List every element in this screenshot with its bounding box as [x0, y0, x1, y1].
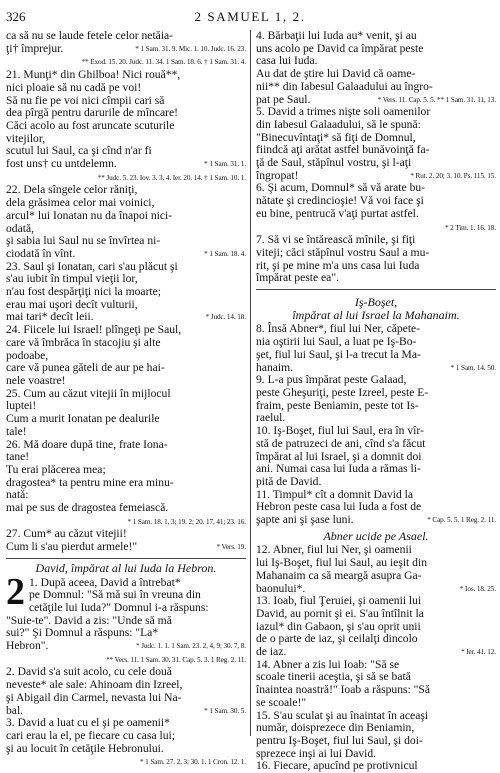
verse-text: 7. Să vi se întărească mînile, şi fiţi: [256, 233, 416, 247]
verse-text: uns acolo pe David ca împărat peste: [256, 41, 424, 55]
left-line: [6, 171, 246, 185]
right-a-line: [256, 208, 496, 221]
cross-reference: ** Judc. 5. 23. Iov. 3. 3, 4. Ier. 20. 14. † 1 Sam. 10. 1.: [97, 173, 246, 182]
verse-text: baonului*.: [256, 581, 306, 595]
verse-text: 5. David a trimes nişte soli oamenilor: [256, 105, 431, 119]
verse-text: scoale tinerii aceştia, şi să se bată: [256, 670, 411, 684]
verse-text: 15. S'au sculat şi au înaintat în aceaşi: [256, 708, 429, 722]
verse-text: sprezece inşi ai lui David.: [256, 746, 377, 760]
verse-text: 2. David s'a suit acolo, cu cele două: [6, 665, 172, 679]
verse-text: se scoale!": [256, 695, 307, 709]
cross-reference: * Ios. 18. 25.: [459, 584, 496, 593]
verse-text: Cum a murit Ionatan pe dealurile: [6, 412, 160, 426]
verse-text: 13. Ioab, fiul Ţeruiei, şi oamenii lui: [256, 594, 422, 608]
cross-reference: * Vers. 19.: [216, 543, 246, 552]
verse-text: 26. Mă doare după tine, frate Iona-: [6, 437, 168, 451]
verse-text: "Suie-te". David a zis: "Unde să mă: [6, 613, 172, 627]
right-verses-b: [256, 323, 496, 526]
verse-text: raelul.: [256, 411, 286, 425]
verse-text: pe Domnul: "Să mă sui în vreuna din: [29, 588, 201, 602]
right-c-line: [256, 760, 496, 773]
verse-text: s'au iubit în timpul vieţii lor,: [6, 272, 138, 286]
verse-text: dela grăsimea celor mai voinici,: [6, 196, 155, 210]
left-line: [6, 55, 246, 69]
verse-text: cari erau la el, pe fiecare cu casa lui;: [6, 728, 175, 742]
verse-text: 27. Cum* au căzut vitejii!: [6, 527, 127, 541]
right-a-line: [256, 272, 496, 285]
verse-text: lui Iş-Boşet, fiul lui Saul, au ieşit din: [256, 556, 427, 570]
cross-reference: * 1 Sam. 31. 9. Mic. 1. 10. Judc. 16. 23.: [135, 44, 246, 53]
verse-text: ţă de Saul, stăpînul vostru, şi l-aţi: [256, 156, 412, 170]
verse-text: nici ploaie să nu cadă pe voi!: [6, 80, 142, 94]
cross-reference: * Judc. 14. 18.: [205, 313, 246, 322]
verse-text: Au dat de ştire lui David că oame-: [256, 67, 416, 81]
verse-text: 12. Abner, fiul lui Ner, şi oamenii: [256, 543, 412, 557]
verse-text: tane!: [6, 450, 30, 464]
verse-text: dragostea* ta pentru mine era minu-: [6, 475, 174, 489]
verse-text: hanaim.: [256, 360, 294, 374]
right-c-line: [256, 633, 496, 646]
verse-text: rit, şi pe mine m'a uns casa lui Iuda: [256, 258, 420, 272]
verse-text: fost uns† cu untdelemn.: [6, 157, 117, 171]
chapter-2-verses: [6, 570, 246, 770]
verse-text: "Binecuvîntaţi* să fiţi de Domnul,: [256, 130, 416, 144]
verse-text: nia oştirii lui Saul, a luat pe Iş-Bo-: [256, 335, 417, 349]
left-line: [6, 515, 246, 529]
verse-text: arcul* lui Ionatan nu da înapoi nici-: [6, 208, 173, 222]
verse-text: care vă punea găteli de aur pe hai-: [6, 361, 165, 375]
verse-text: podoabe,: [6, 348, 49, 362]
verse-text: împărat peste ea".: [256, 271, 339, 285]
verse-text: 1. După aceea, David a întrebat*: [29, 575, 181, 589]
chapter-line: [6, 653, 246, 667]
verse-text: Hebron".: [6, 639, 49, 653]
cross-reference: * Rut. 2. 20; 3. 10. Ps. 115. 15.: [410, 171, 496, 180]
column-rule: [250, 30, 251, 736]
verse-text: şet, fiul lui Saul, şi l-a trecut la Ma-: [256, 347, 421, 361]
verse-text: de iaz.: [256, 645, 287, 659]
left-line: [6, 541, 246, 554]
cross-reference: ** Vers. 11. 1 Sam. 30. 31. Cap. 5. 3. 1 Reg. 2. 11.: [106, 655, 246, 664]
left-column: [6, 30, 246, 769]
verse-text: 4. Bărbaţii lui Iuda au* venit, şi au: [256, 29, 417, 42]
verse-text: nată:: [6, 488, 29, 502]
verse-text: nii** din Iabesul Galaadului au îngro-: [256, 79, 433, 93]
cross-reference: * 1 Sam. 18. 4.: [204, 249, 246, 258]
verse-text: îngropat!: [256, 168, 299, 182]
cross-reference: * 1 Sam. 18. 1, 3; 19. 2; 20. 17, 41; 23. 16.: [127, 517, 246, 526]
verse-text: ţi† împrejur.: [6, 41, 64, 55]
verse-text: peste Gheşuriţi, peste Izreel, peste E-: [256, 385, 429, 399]
verse-text: Să nu fie pe voi nici cîmpii cari să: [6, 93, 165, 107]
verse-text: număr, doisprezece din Beniamin,: [256, 721, 415, 735]
verse-text: şi au locuit în cetăţile Hebronului.: [6, 741, 164, 755]
verse-text: fraim, peste Beniamin, peste tot Is-: [256, 398, 419, 412]
verse-text: vitejilor,: [6, 131, 46, 145]
verse-text: 25. Cum au căzut vitejii în mijlocul: [6, 386, 171, 400]
verse-text: 23. Saul şi Ionatan, cari s'au plăcut şi: [6, 259, 178, 273]
cross-reference: * Ier. 41. 12.: [461, 648, 496, 657]
chapter-line: [6, 755, 246, 769]
verse-text: bal.: [6, 703, 24, 717]
verse-text: dea pîrgă pentru darurile de mîncare!: [6, 106, 178, 120]
verse-text: şi Abigail din Carmel, nevasta lui Na-: [6, 690, 182, 704]
chapter-2-block: [6, 570, 246, 770]
cross-reference: ** Exod. 15. 20. Judc. 11. 34. 1 Sam. 18. 6. † 1 Sam. 31. 4.: [81, 58, 246, 67]
left-line: [6, 43, 246, 56]
verse-text: ani. Numai casa lui Iuda a rămas li-: [256, 462, 421, 476]
right-column: [256, 30, 496, 773]
verse-text: 9. L-a pus împărat peste Galaad,: [256, 373, 407, 387]
section-heading-asael: Abner ucide pe Asael.: [323, 528, 429, 543]
chapter-line: [6, 743, 246, 756]
verse-text: n'au fost despărţiţi nici la moarte;: [6, 285, 162, 299]
cross-reference: * 1 Sam. 31. 1.: [204, 160, 246, 169]
verse-text: 3. David a luat cu el şi pe oamenii*: [6, 716, 170, 730]
chapter-number-dropcap: 2: [6, 570, 25, 613]
verse-text: eu bine, pentrucă v'aţi purtat astfel.: [256, 206, 419, 220]
chapter-line: [6, 640, 246, 653]
left-line: [6, 388, 246, 401]
verse-text: 24. Fiicele lui Israel! plîngeţi pe Saul,: [6, 323, 182, 337]
left-line: [6, 477, 246, 490]
heading-line: împărat al lui Israel la Mahanaim.: [292, 307, 460, 322]
right-a-line: [256, 221, 496, 235]
verse-text: tale!: [6, 424, 27, 438]
verse-text: nătate şi credincioşie! Vă voi face şi: [256, 194, 424, 208]
verse-text: nele voastre!: [6, 373, 66, 387]
left-line: [6, 502, 246, 515]
verse-text: 11. Timpul* cît a domnit David la: [256, 487, 414, 501]
right-verses-c: [256, 544, 496, 773]
verse-text: fiindcă aţi arătat astfel bunăvoinţă fa-: [256, 143, 430, 157]
verse-text: din Iabesul Galaadului, să le spună:: [256, 117, 421, 131]
verse-text: de o parte de iaz, şi ceilalţi dincolo: [256, 632, 418, 646]
cross-reference: * Judc. 1. 1. 1 Sam. 23. 2, 4, 9; 30. 7, 8.: [136, 642, 246, 651]
verse-text: înaintea noastră!" Ioab a răspuns: "Să: [256, 683, 430, 697]
section-heading-ish-boshet: [256, 296, 496, 321]
verse-text: 21. Munţi* din Ghilboa! Nici rouă**,: [6, 68, 181, 82]
verse-text: 6. Şi acum, Domnul* să vă arate bu-: [256, 181, 426, 195]
verse-text: scutul lui Saul, ca şi cînd n'ar fi: [6, 144, 152, 158]
verse-text: cetăţile lui Iuda?" Domnul i-a răspuns:: [29, 600, 209, 614]
verse-text: erau mai uşori decît vulturii,: [6, 297, 138, 311]
verse-text: împărat al lui Israel, şi a domnit doi: [256, 449, 422, 463]
chapter-line: [6, 692, 246, 705]
verse-text: David, au pornit şi ei. S'au întîlnit la: [256, 606, 424, 620]
cross-reference: * 1 Sam. 30. 5.: [204, 706, 246, 715]
verse-text: mai tari* decît leii.: [6, 310, 94, 324]
verse-text: 8. Însă Abner*, fiul lui Ner, căpete-: [256, 322, 421, 336]
left-line: [6, 439, 246, 452]
verse-text: luptei!: [6, 399, 37, 413]
verse-text: viteji; căci stăpînul vostru Saul a mu-: [256, 245, 430, 259]
verse-text: casa lui Iuda.: [256, 54, 318, 68]
verse-text: pat pe Saul.: [256, 92, 311, 106]
verse-text: 16. Fiecare, apucînd pe protivnicul: [256, 759, 418, 773]
section-rule: [256, 289, 496, 290]
verse-text: pită de David.: [256, 474, 322, 488]
verse-text: care vă îmbrăca în stacojiu şi alte: [6, 335, 161, 349]
cross-reference: * 1 Sam. 27. 2, 3; 30. 1. 1 Cron. 12. 1.: [139, 758, 246, 767]
verse-text: 14. Abner a zis lui Ioab: "Să se: [256, 657, 400, 671]
verse-text: şi sabia lui Saul nu se învîrtea ni-: [6, 234, 161, 248]
verse-text: odată,: [6, 221, 35, 235]
page-number: 326: [6, 9, 26, 24]
verse-text: neveste* ale sale: Ahinoam din Izreel,: [6, 678, 183, 692]
verse-text: Mahanaim ca să meargă asupra Ga-: [256, 568, 422, 582]
right-b-line: [256, 514, 496, 527]
cross-reference: * Vers. 11. Cap. 5. 5. ** 1 Sam. 31. 11, 13.: [377, 95, 496, 104]
verse-text: mai pe sus de dragostea femeiască.: [6, 501, 169, 515]
right-verses-a: [256, 30, 496, 285]
cross-reference: * 2 Tim. 1. 16, 18.: [444, 223, 496, 232]
cross-reference: * Cap. 5. 5. 1 Reg. 2. 11.: [427, 516, 496, 525]
verse-text: ca să nu se laude fetele celor netăia-: [6, 29, 174, 42]
left-line: [6, 158, 246, 171]
verse-text: Căci acolo au fost aruncate scuturile: [6, 118, 175, 132]
running-head: 2 SAMUEL 1, 2.: [194, 9, 306, 24]
verse-text: 22. Dela sîngele celor răniţi,: [6, 183, 138, 197]
verse-text: 10. Iş-Boşet, fiul lui Saul, era în vîr-: [256, 424, 424, 438]
section-heading-hebron: David, împărat al lui Iuda la Hebron.: [35, 560, 217, 575]
right-b-line: [256, 400, 496, 413]
verse-text: sui?" Şi Domnul a răspuns: "La*: [6, 626, 159, 640]
left-verses: [6, 30, 246, 554]
verse-text: iazul* din Gabaon, şi s'au oprit unii: [256, 619, 421, 633]
cross-reference: * 1 Sam. 14. 50.: [450, 363, 496, 372]
verse-text: stă de patruzeci de ani, cînd s'a făcut: [256, 436, 426, 450]
verse-text: Cum li s'au pierdut armele!": [6, 540, 138, 554]
left-line: [6, 413, 246, 426]
heading-line: Iş-Boşet,: [354, 295, 398, 310]
verse-text: pentru Iş-Boşet, fiul lui Saul, şi doi-: [256, 733, 423, 747]
verse-text: ciodată în vînt.: [6, 246, 76, 260]
section-rule: [6, 558, 246, 559]
verse-text: Tu erai plăcerea mea;: [6, 462, 106, 476]
verse-text: şapte ani şi şase luni.: [256, 513, 354, 527]
verse-text: Hebron peste casa lui Iuda a fost de: [256, 500, 422, 514]
left-line: [6, 210, 246, 223]
